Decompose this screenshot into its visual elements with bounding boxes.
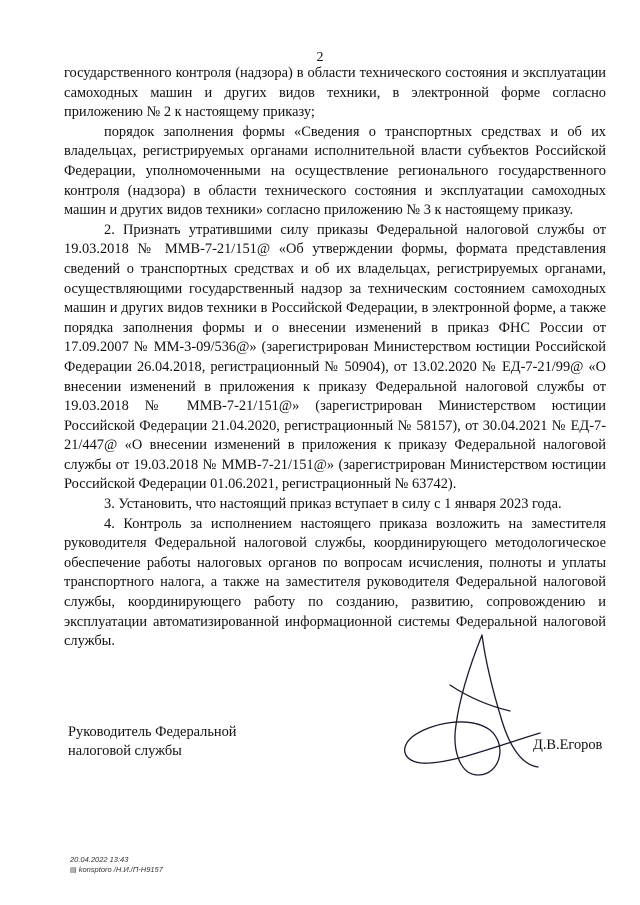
paragraph-item-4: 4. Контроль за исполнением настоящего приказа возложить на заместителя руководителя Федеральной налоговой службы, координирующего методологическое обеспечение работы налоговых органов по вопросам исчисления, полноты и уплаты транспортного налога, а также на заместителя руководителя Федеральной налоговой службы, координирующего работу по созданию, развитию, сопровождению и эксплуатации автоматизированной информационной системы Федеральной налоговой службы. — [64, 515, 606, 650]
signer-title-line2: налоговой службы — [68, 743, 182, 759]
computer-icon: ▤ — [70, 867, 77, 874]
signer-name: Д.В.Егоров — [533, 737, 603, 753]
document-body — [64, 64, 606, 652]
handwritten-signature — [390, 625, 560, 790]
paragraph-item-3: 3. Установить, что настоящий приказ вступает в силу с 1 января 2023 года. — [104, 496, 562, 513]
document-stamp — [70, 855, 163, 876]
paragraph-form-procedure: порядок заполнения формы «Сведения о транспортных средствах и об их владельцах, регистрируемых органами исполнительной власти субъектов Российской Федерации, уполномоченными на осуществление регионального государственного контроля (надзора) в области технического состояния и эксплуатации самоходных машин и других видов техники» согласно приложению № 3 к настоящему приказу. — [64, 123, 606, 219]
stamp-file-line — [70, 865, 163, 876]
signer-title-line1: Руководитель Федеральной — [68, 724, 237, 740]
paragraph-continuation: государственного контроля (надзора) в области технического состояния и эксплуатации самоходных машин и других видов техники, в электронной форме согласно приложению № 2 к настоящему приказу; — [64, 65, 606, 121]
signer-title — [68, 723, 288, 761]
stamp-file: konsptoro /Н.И./П-Н9157 — [78, 865, 163, 874]
page-number: 2 — [316, 50, 324, 65]
stamp-datetime: 20.04.2022 13:43 — [70, 855, 129, 864]
paragraph-item-2: 2. Признать утратившими силу приказы Федеральной налоговой службы от 19.03.2018 № ММВ-7-21/151@ «Об утверждении формы, формата представления сведений о транспортных средствах и об их владельцах, регистрируемых органами, осуществляющими государственный надзор за техническим состоянием самоходных машин и других видов техники в Российской Федерации, в электронной форме, а также порядка заполнения формы и о внесении изменений в приказ ФНС России от 17.09.2007 № ММ-3-09/536@» (зарегистрирован Министерством юстиции Российской Федерации 26.04.2018, регистрационный № 50904), от 13.02.2020 № ЕД-7-21/99@ «О внесении изменений в приложения к приказу Федеральной налоговой службы от 19.03.2018 № ММВ-7-21/151@» (зарегистрирован Министерством юстиции Российской Федерации 21.04.2020, регистрационный № 58157), от 30.04.2021 № ЕД-7-21/447@ «О внесении изменений в приложения к приказу Федеральной налоговой службы от 19.03.2018 № ММВ-7-21/151@» (зарегистрирован Министерством юстиции Российской Федерации 01.06.2021, регистрационный № 63742). — [64, 221, 606, 493]
